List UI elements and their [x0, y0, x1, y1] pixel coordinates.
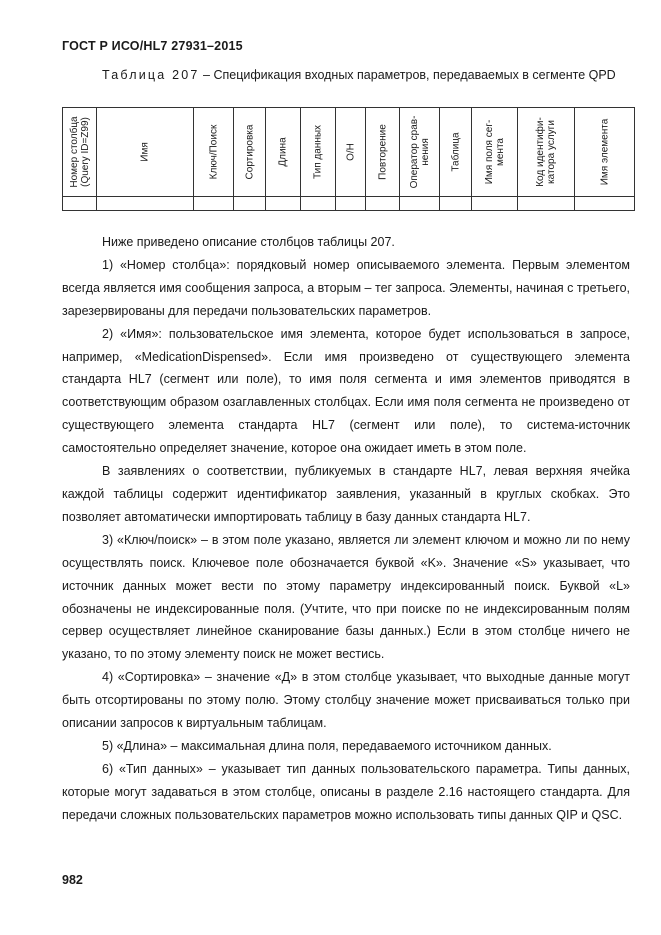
paragraph-data-type: 6) «Тип данных» – указывает тип данных пользовательского параметра. Типы данных, которые могут задаваться в этом столбце, описаны в разделе 2.16 настоящего стандарта. Для передачи сложных пользовательских параметров можно использовать типы данных QIP и QSC.	[62, 761, 630, 822]
spec-table	[62, 107, 635, 211]
paragraph-column-number: 1) «Номер столбца»: порядковый номер описываемого элемента. Первым элементом всегда является имя сообщения запроса, а вторым – тег запроса. Элементы, начиная с третьего, зарезервированы для передачи пользовательских параметров.	[62, 257, 630, 318]
document-header: ГОСТ Р ИСО/HL7 27931–2015	[62, 39, 243, 53]
column-header-segment-field: Имя поля сег- мента	[472, 108, 518, 197]
table-cell	[366, 197, 400, 211]
table-caption-text: Спецификация входных параметров, передаваемых в сегменте QPD	[213, 68, 616, 82]
column-header-service-id: Код идентифи- катора услуги	[518, 108, 575, 197]
column-header-name: Имя	[97, 108, 194, 197]
table-cell	[336, 197, 366, 211]
table-cell	[575, 197, 635, 211]
column-header-length: Длина	[266, 108, 301, 197]
column-header-table: Таблица	[440, 108, 472, 197]
column-header-operator: Оператор срав- нения	[400, 108, 440, 197]
paragraph-sort: 4) «Сортировка» – значение «Д» в этом столбце указывает, что выходные данные могут быть отсортированы по этому полю. Этому столбцу значение может присваиваться только при описании запросов к виртуальным таблицам.	[62, 670, 630, 731]
column-header-element-name: Имя элемента	[575, 108, 635, 197]
table-cell	[440, 197, 472, 211]
table-cell	[400, 197, 440, 211]
column-header-key-search: Ключ/Поиск	[194, 108, 234, 197]
paragraph-name: 2) «Имя»: пользовательское имя элемента, которое будет использоваться в запросе, например, «MedicationDispensed». Если имя произведено от существующего элемента стандарта HL7 (сегмент или поле), то имя поля сегмента и имя элементов приводятся в соответствующим образом озаглавленных столбцах. Если имя поля сегмента не произведено от существующего элемента стандарта HL7 (сегмент или поле), то система-источник самостоятельно определяет значение, которое она ожидает иметь в этом поле.	[62, 326, 630, 456]
paragraph-length: 5) «Длина» – максимальная длина поля, передаваемого источником данных.	[102, 738, 552, 753]
column-header-sort: Сортировка	[234, 108, 266, 197]
table-cell	[518, 197, 575, 211]
column-header-opt: О/Н	[336, 108, 366, 197]
paragraph-key-search: 3) «Ключ/поиск» – в этом поле указано, является ли элемент ключом и можно ли по нему осуществлять поиск. Ключевое поле обозначается буквой «K». Значение «S» указывает, что источник данных может вести по этому параметру индексированный поиск. Буквой «L» обозначены не индексированные поля. (Учтите, что при поиске по не индексированным полям сервер осуществляет линейное сканирование базы данных.) Если в этом столбце ничего не указано, то по этому элементу поиск не может вестись.	[62, 532, 630, 662]
table-cell	[301, 197, 336, 211]
table-cell	[472, 197, 518, 211]
table-cell	[194, 197, 234, 211]
body-text	[62, 231, 630, 827]
column-header-repeat: Повторение	[366, 108, 400, 197]
page-number: 982	[62, 873, 83, 887]
table-caption-dash: –	[199, 68, 214, 82]
table-cell	[97, 197, 194, 211]
table-cell	[266, 197, 301, 211]
table-caption	[62, 64, 630, 86]
table-cell	[234, 197, 266, 211]
table-cell	[63, 197, 97, 211]
column-header-number: Номер столбца (Query ID=Z99)	[63, 108, 97, 197]
table-caption-label: Таблица 207	[102, 68, 200, 82]
paragraph-intro: Ниже приведено описание столбцов таблицы 207.	[102, 235, 395, 249]
paragraph-conformance: В заявлениях о соответствии, публикуемых в стандарте HL7, левая верхняя ячейка каждой таблицы содержит идентификатор заявления, указанный в круглых скобках. Это позволяет автоматически импортировать таблицу в базу данных стандарта HL7.	[62, 464, 630, 524]
table-header-row	[63, 108, 635, 197]
column-header-data-type: Тип данных	[301, 108, 336, 197]
table-row	[63, 197, 635, 211]
